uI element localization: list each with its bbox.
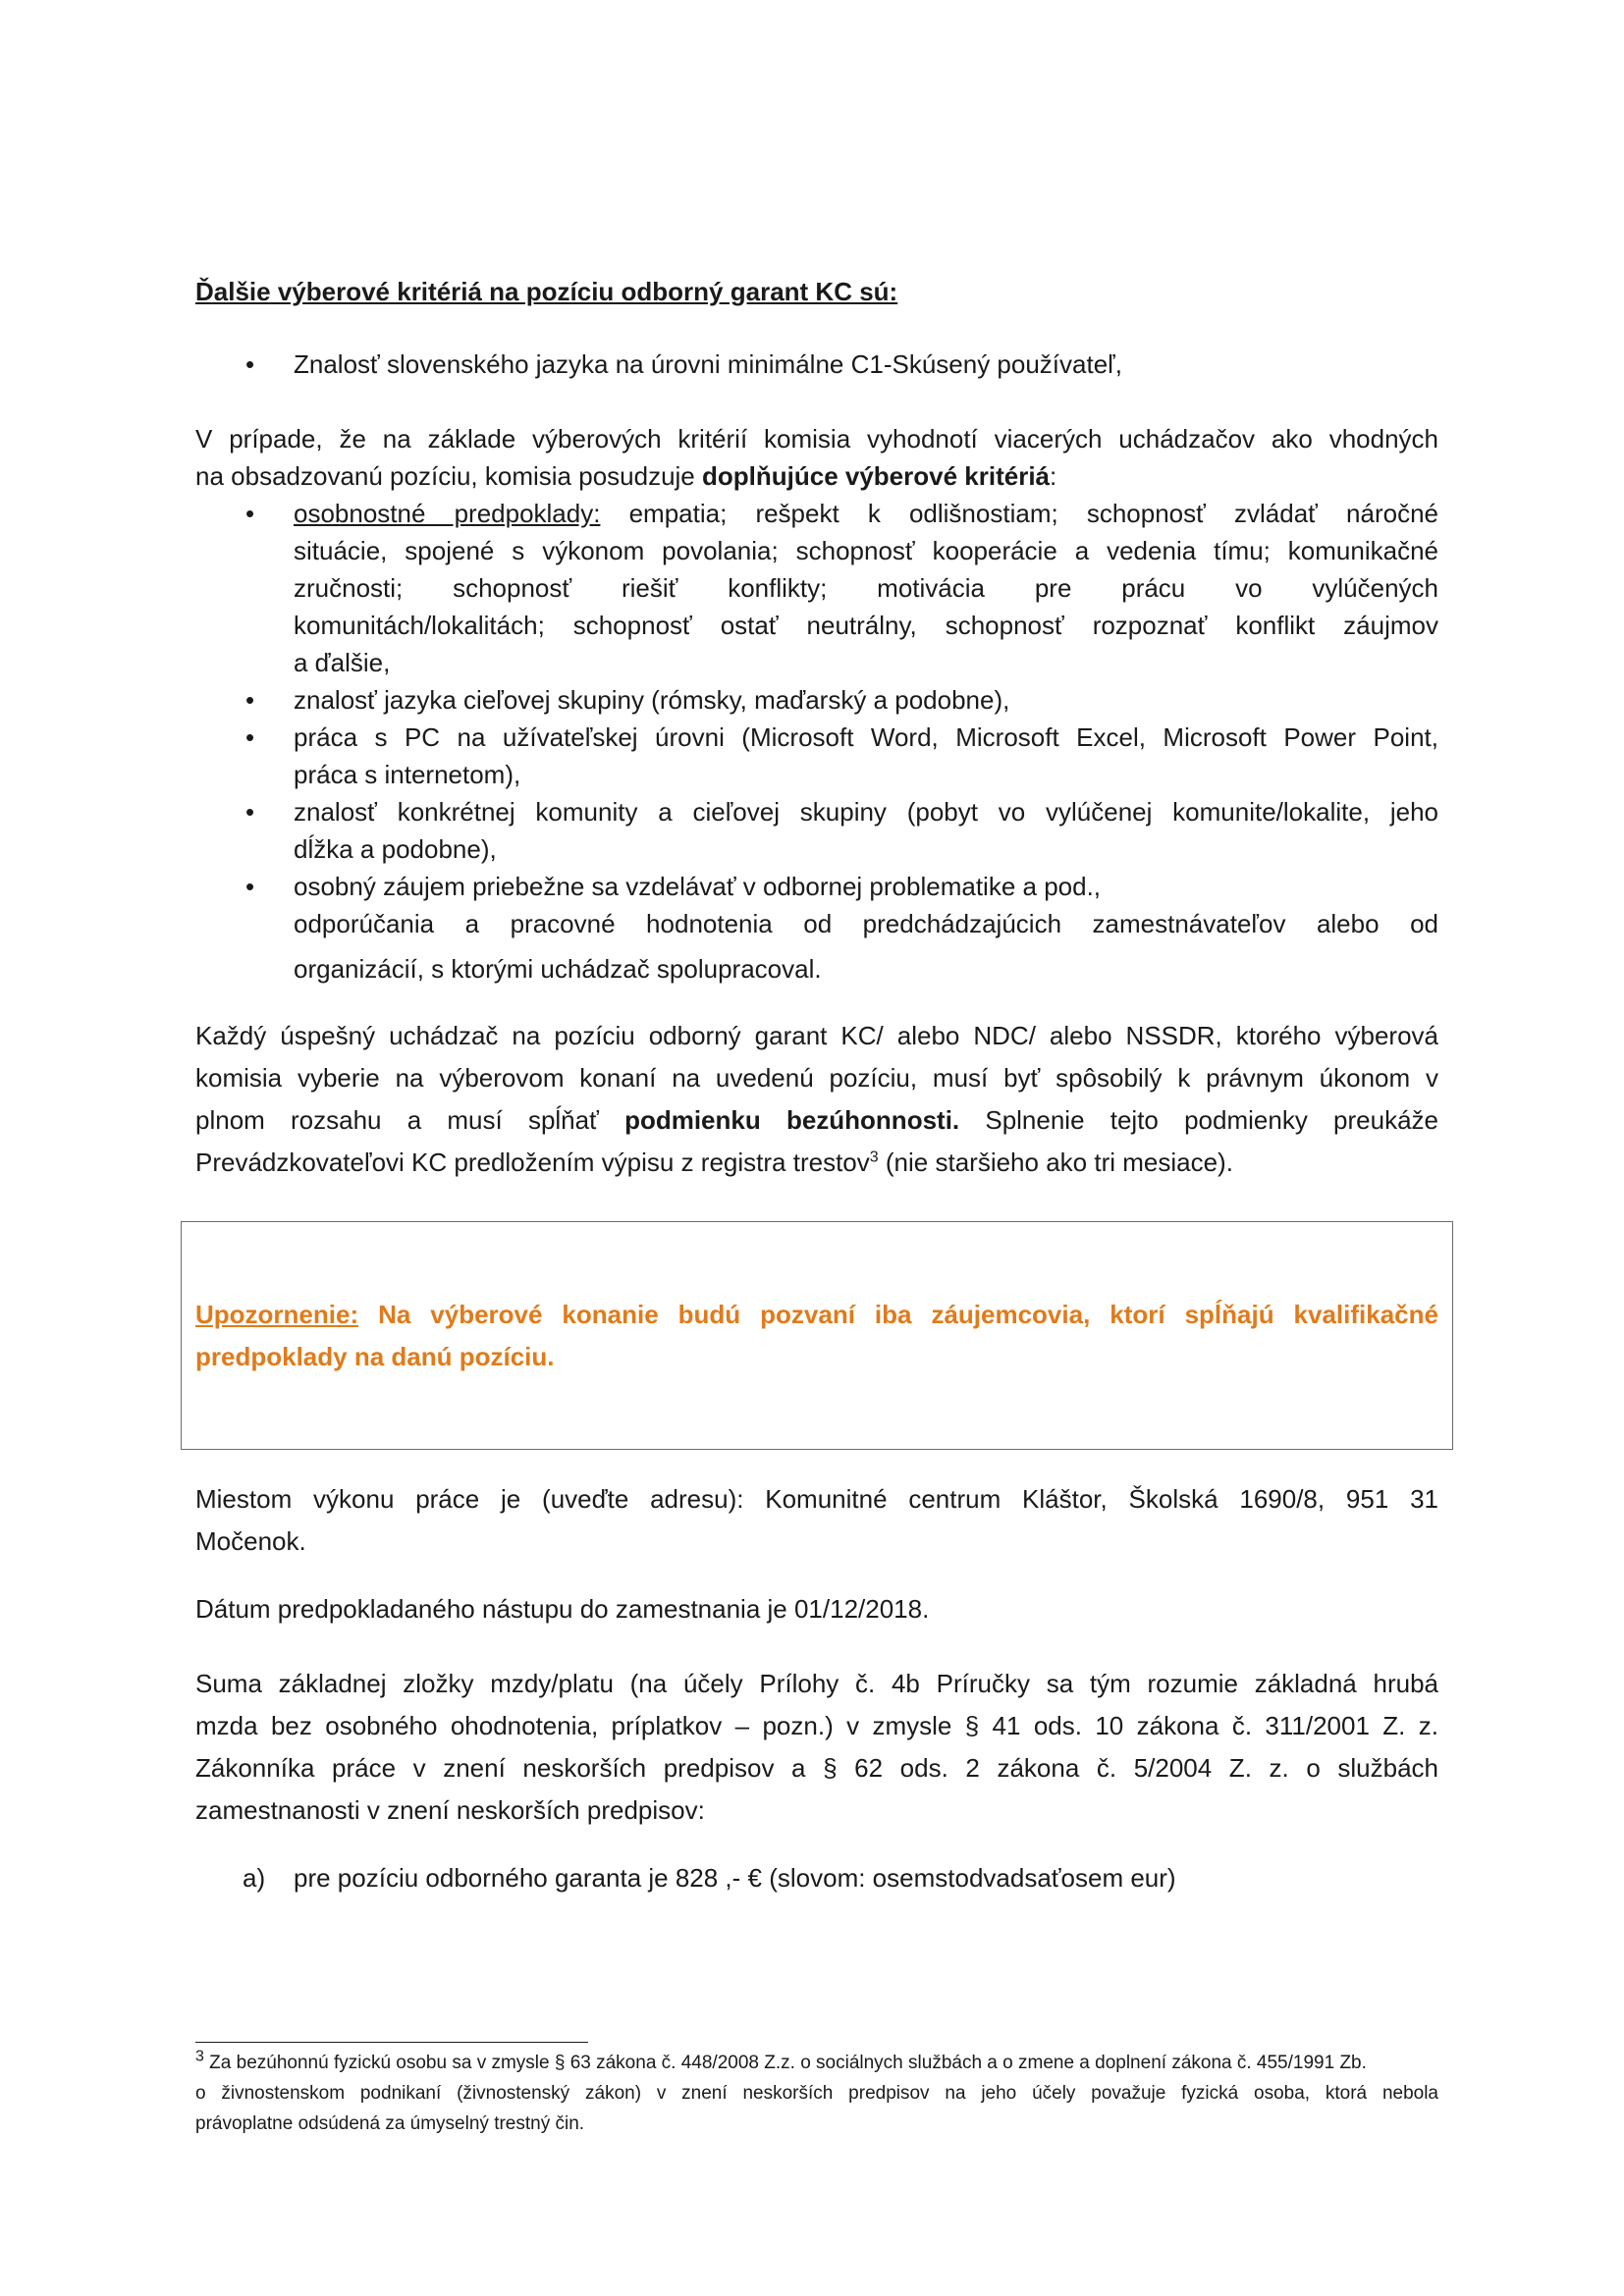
bullet-icon: • — [245, 499, 255, 528]
bullet-icon: • — [245, 797, 255, 827]
list-item — [195, 495, 1438, 681]
bullet-icon: • — [245, 349, 255, 379]
list-item-text: Znalosť slovenského jazyka na úrovni minimálne C1-Skúsený používateľ, — [294, 349, 1122, 379]
bullet-icon: • — [245, 722, 255, 752]
work-place-paragraph: Miestom výkonu práce je (uveďte adresu): Komunitné centrum Kláštor, Školská 1690/8, 951 31 Močenok. — [195, 1484, 1438, 1556]
list-item — [195, 719, 1438, 793]
salary-item-text: pre pozíciu odborného garanta je 828 ,- € (slovom: osemstodvadsaťosem eur) — [294, 1863, 1176, 1893]
list-item-text: znalosť jazyka cieľovej skupiny (rómsky, maďarský a podobne), — [294, 685, 1010, 715]
additional-criteria-emphasis: doplňujúce výberové kritériá — [702, 461, 1051, 491]
notice-label: Upozornenie: — [195, 1300, 359, 1329]
footnote-reference[interactable]: 3 — [869, 1148, 879, 1166]
integrity-condition-emphasis: podmienku bezúhonnosti. — [624, 1105, 960, 1135]
intro-line-2: na obsadzovanú pozíciu, komisia posudzuje doplňujúce výberové kritériá: — [195, 461, 1057, 491]
salary-paragraph: Suma základnej zložky mzdy/platu (na účely Prílohy č. 4b Príručky sa tým rozumie základná hrubá mzda bez osobného ohodnotenia, príplatkov – pozn.) v zmysle § 41 ods. 10 zákona č. 311/2001 Z. z. Zákonníka práce v znení neskorších predpisov a § 62 ods. 2 zákona č. 5/2004 Z. z. o službách zamestnanosti v znení neskorších predpisov: — [195, 1669, 1438, 1825]
list-item-text: práca s PC na užívateľskej úrovni (Microsoft Word, Microsoft Excel, Microsoft Power Point, práca s internetom), — [294, 722, 1438, 789]
list-marker: a) — [243, 1863, 266, 1893]
notice-text: Upozornenie: Na výberové konanie budú pozvaní iba záujemcovia, ktorí spĺňajú kvalifikačné predpoklady na danú pozíciu. — [195, 1300, 1438, 1371]
bullet-icon: • — [245, 685, 255, 715]
list-item-text: znalosť konkrétnej komunity a cieľovej skupiny (pobyt vo vylúčenej komunite/lokalite, jeho dĺžka a podobne), — [294, 797, 1438, 864]
integrity-paragraph: Každý úspešný uchádzač na pozíciu odborný garant KC/ alebo NDC/ alebo NSSDR, ktorého výberová komisia vyberie na výberovom konaní na uvedenú pozíciu, musí byť spôsobilý k právnym úkonom v plnom rozsahu a musí spĺňať podmienku bezúhonnosti. Splnenie tejto podmienky preukáže Prevádzkovateľovi KC predložením výpisu z registra trestov$^3$ (nie staršieho ako tri mesiace). — [195, 1021, 1438, 1177]
list-item-text: osobnostné predpoklady: empatia; rešpekt k odlišnostiam; schopnosť zvládať náročné situácie, spojené s výkonom povolania; schopnosť kooperácie a vedenia tímu; komunikačné zručnosti; schopnosť riešiť konflikty; motivácia pre prácu vo vylúčených komunitách/lokalitách; schopnosť ostať neutrálny, schopnosť rozpoznať konflikt záujmov a ďalšie, — [294, 499, 1438, 677]
list-item — [195, 793, 1438, 868]
bullet-icon: • — [245, 872, 255, 901]
footnote-number: 3 — [195, 2048, 204, 2065]
personality-label: osobnostné predpoklady: — [294, 499, 601, 528]
references-text: odporúčania a pracovné hodnotenia od predchádzajúcich zamestnávateľov alebo od organizácií, s ktorými uchádzač spolupracoval. — [294, 909, 1438, 984]
list-item-text: osobný záujem priebežne sa vzdelávať v odbornej problematike a pod., — [294, 872, 1102, 901]
section-heading: Ďalšie výberové kritériá na pozíciu odborný garant KC sú: — [195, 277, 898, 306]
footnote-separator — [195, 2042, 588, 2043]
footnote: $^3$ Za bezúhonnú fyzickú osobu sa v zmysle § 63 zákona č. 448/2008 Z.z. o sociálnych službách a o zmene a doplnení zákona č. 455/1991 Zb. o živnostenskom podnikaní (živnostenský zákon) v znení neskorších predpisov na jeho účely považuje fyzická osoba, ktorá nebola právoplatne odsúdená za úmyselný trestný čin. — [195, 2048, 1438, 2134]
start-date-text: Dátum predpokladaného nástupu do zamestnania je 01/12/2018. — [195, 1594, 930, 1624]
intro-line-1: V prípade, že na základe výberových kritérií komisia vyhodnotí viacerých uchádzačov ako vhodných — [195, 424, 1438, 454]
